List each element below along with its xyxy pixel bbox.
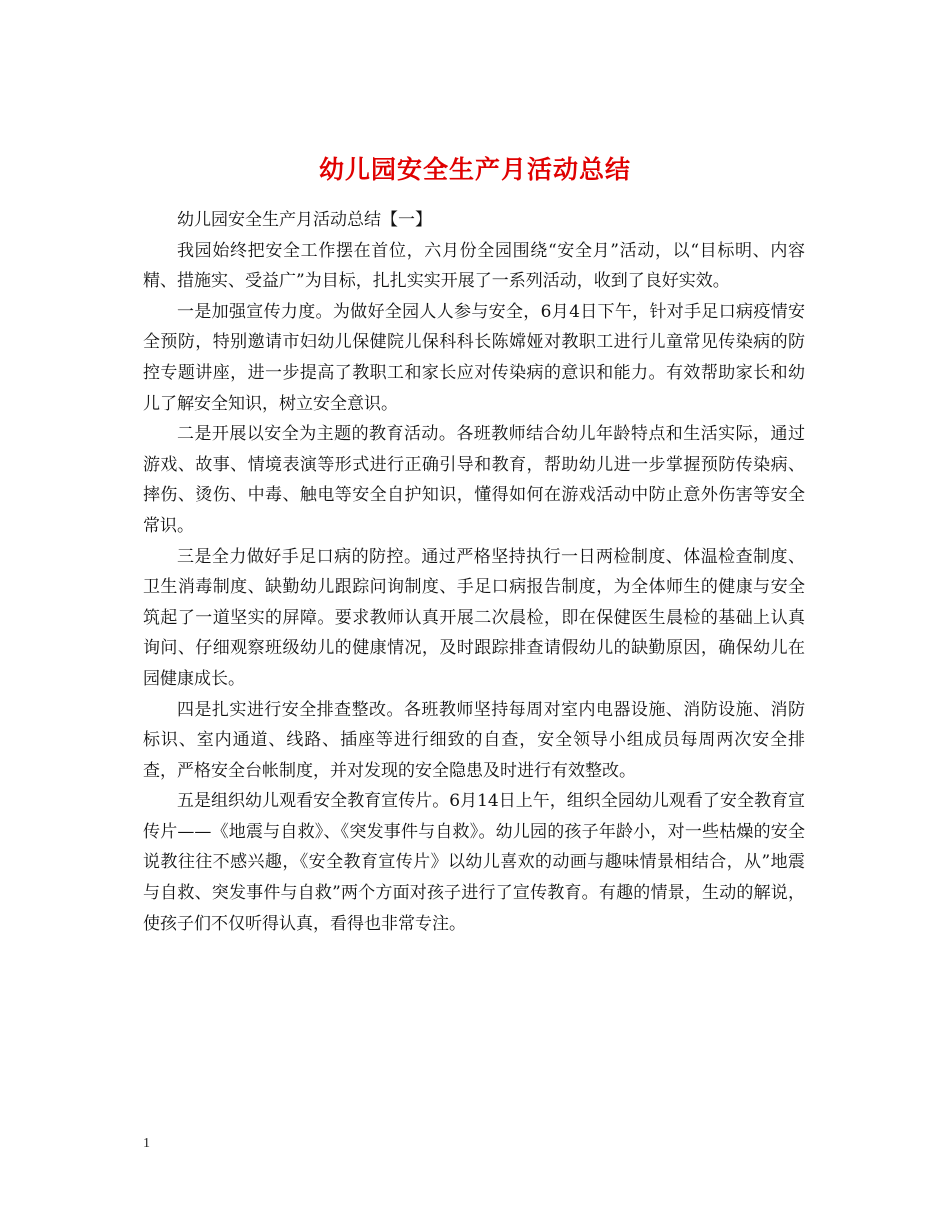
paragraph-4: 四是扎实进行安全排查整改。各班教师坚持每周对室内电器设施、消防设施、消防标识、室内通道、线路、插座等进行细致的自查，安全领导小组成员每周两次安全排查，严格安全台帐制度，并对发现的安全隐患及时进行有效整改。 — [143, 699, 805, 781]
page-number: 1 — [143, 1136, 150, 1151]
paragraph-5: 五是组织幼儿观看安全教育宣传片。6月14日上午，组织全园幼儿观看了安全教育宣传片——《地震与自救》、《突发事件与自救》。幼儿园的孩子年龄小，对一些枯燥的安全说教往往不感兴趣，《安全教育宣传片》以幼儿喜欢的动画与趣味情景相结合，从”地震与自救、突发事件与自救”两个方面对孩子进行了宣传教育。有趣的情景，生动的解说，使孩子们不仅听得认真，看得也非常专注。 — [143, 791, 805, 934]
document-subtitle: 幼儿园安全生产月活动总结【一】 — [177, 210, 432, 230]
document-title: 幼儿园安全生产月活动总结 — [318, 154, 631, 184]
paragraph-1: 一是加强宣传力度。为做好全园人人参与安全，6月4日下午，针对手足口病疫情安全预防，特别邀请市妇幼儿保健院儿保科科长陈嫦娅对教职工进行儿童常见传染病的防控专题讲座，进一步提高了教职工和家长应对传染病的意识和能力。有效帮助家长和幼儿了解安全知识，树立安全意识。 — [143, 301, 805, 414]
document-body — [143, 205, 805, 939]
paragraph-3: 三是全力做好手足口病的防控。通过严格坚持执行一日两检制度、体温检查制度、卫生消毒制度、缺勤幼儿跟踪问询制度、手足口病报告制度，为全体师生的健康与安全筑起了一道坚实的屏障。要求教师认真开展二次晨检，即在保健医生晨检的基础上认真询问、仔细观察班级幼儿的健康情况，及时跟踪排查请假幼儿的缺勤原因，确保幼儿在园健康成长。 — [143, 546, 805, 689]
paragraph-2: 二是开展以安全为主题的教育活动。各班教师结合幼儿年龄特点和生活实际，通过游戏、故事、情境表演等形式进行正确引导和教育，帮助幼儿进一步掌握预防传染病、摔伤、烫伤、中毒、触电等安全自护知识，懂得如何在游戏活动中防止意外伤害等安全常识。 — [143, 424, 805, 536]
paragraph-intro: 我园始终把安全工作摆在首位，六月份全园围绕“安全月”活动，以“目标明、内容精、措施实、受益广”为目标，扎扎实实开展了一系列活动，收到了良好实效。 — [143, 240, 805, 292]
